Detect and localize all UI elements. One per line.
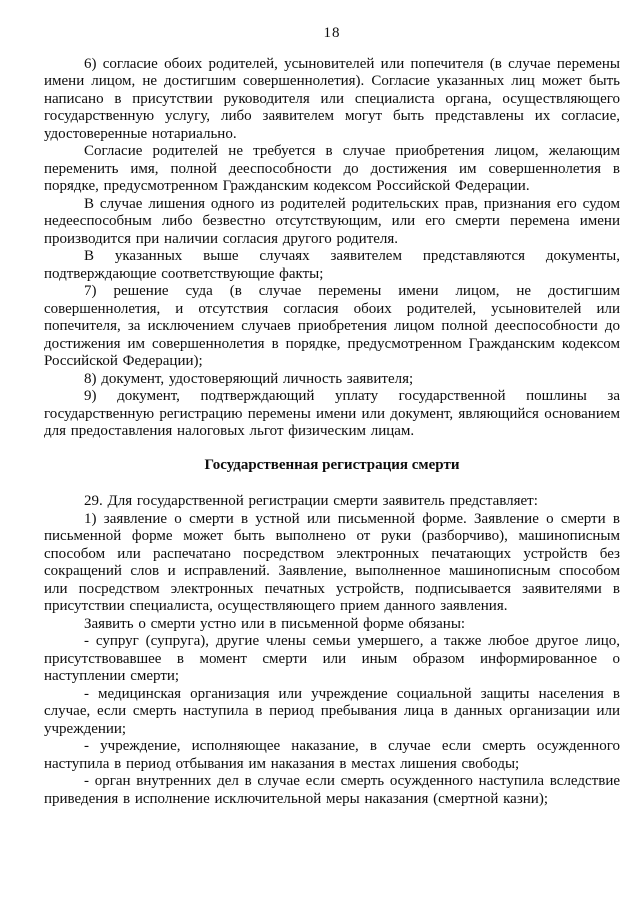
para-item-7-court-decision: 7) решение суда (в случае перемены имени лицом, не достигшим совершеннолетия, и отсутствия согласия обоих родителей, усыновителей или попечителя, за исключением случаев приобретения лицом полной дееспособности до достижения им совершеннолетия в порядке, предусмотренном Гражданским кодексом Российской Федерации); [44,283,620,369]
para-medical-organization: - медицинская организация или учреждение социальной защиты населения в случае, если смерть наступила в период пребывания лица в данных организации или учреждении; [44,685,620,737]
page-number: 18 [323,25,341,41]
para-supporting-documents: В указанных выше случаях заявителем представляются документы, подтверждающие соответствующие факты; [44,248,620,282]
para-internal-affairs: - орган внутренних дел в случае если смерть осужденного наступила вследствие приведения в исполнение исключительной меры наказания (смертной казни); [44,773,620,807]
para-item-9-state-fee: 9) документ, подтверждающий уплату государственной пошлины за государственную регистрацию перемены имени или документ, являющийся основанием для предоставления налоговых льгот физическим лицам. [44,388,620,439]
para-obliged-to-declare: Заявить о смерти устно или в письменной форме обязаны: [84,615,466,632]
para-spouse-family: - супруг (супруга), другие члены семьи умершего, а также любое другое лицо, присутствовавшее в момент смерти или иным образом информированное о наступлении смерти; [44,633,620,684]
section-heading-death-registration: Государственная регистрация смерти [204,456,460,473]
para-item-29-intro: 29. Для государственной регистрации смерти заявитель представляет: [84,493,538,509]
para-item-1-death-statement: 1) заявление о смерти в устной или письменной форме. Заявление о смерти в письменной форме может быть выполнено от руки (разборчиво), машинописным способом или распечатано посредством электронных печатающих устройств без сокращений слов и исправлений. Заявление, выполненное машинописным способом или посредством электронных печатных устройств, подписывается заявителями в присутствии специалиста, осуществляющего прием данного заявления. [44,510,620,614]
para-item-6-parents-consent: 6) согласие обоих родителей, усыновителей или попечителя (в случае перемены имени лицом, не достигшим совершеннолетия). Согласие указанных лиц может быть написано в присутствии руководителя или специалиста органа, осуществляющего государственную услугу, либо заявителем могут быть представлены их согласие, удостоверенные нотариально. [44,55,620,142]
para-consent-not-required: Согласие родителей не требуется в случае приобретения лицом, желающим переменить имя, полной дееспособности до достижения им совершеннолетия в порядке, предусмотренном Гражданским кодексом Российской Федерации. [44,143,620,194]
para-parental-rights-deprivation: В случае лишения одного из родителей родительских прав, признания его судом недееспособным либо безвестно отсутствующим, или его смерти перемена имени производится при наличии согласия другого родителя. [44,195,620,247]
para-item-8-identity-document: 8) документ, удостоверяющий личность заявителя; [84,370,414,387]
para-penal-institution: - учреждение, исполняющее наказание, в случае если смерть осужденного наступила в период отбывания им наказания в местах лишения свободы; [44,738,620,772]
